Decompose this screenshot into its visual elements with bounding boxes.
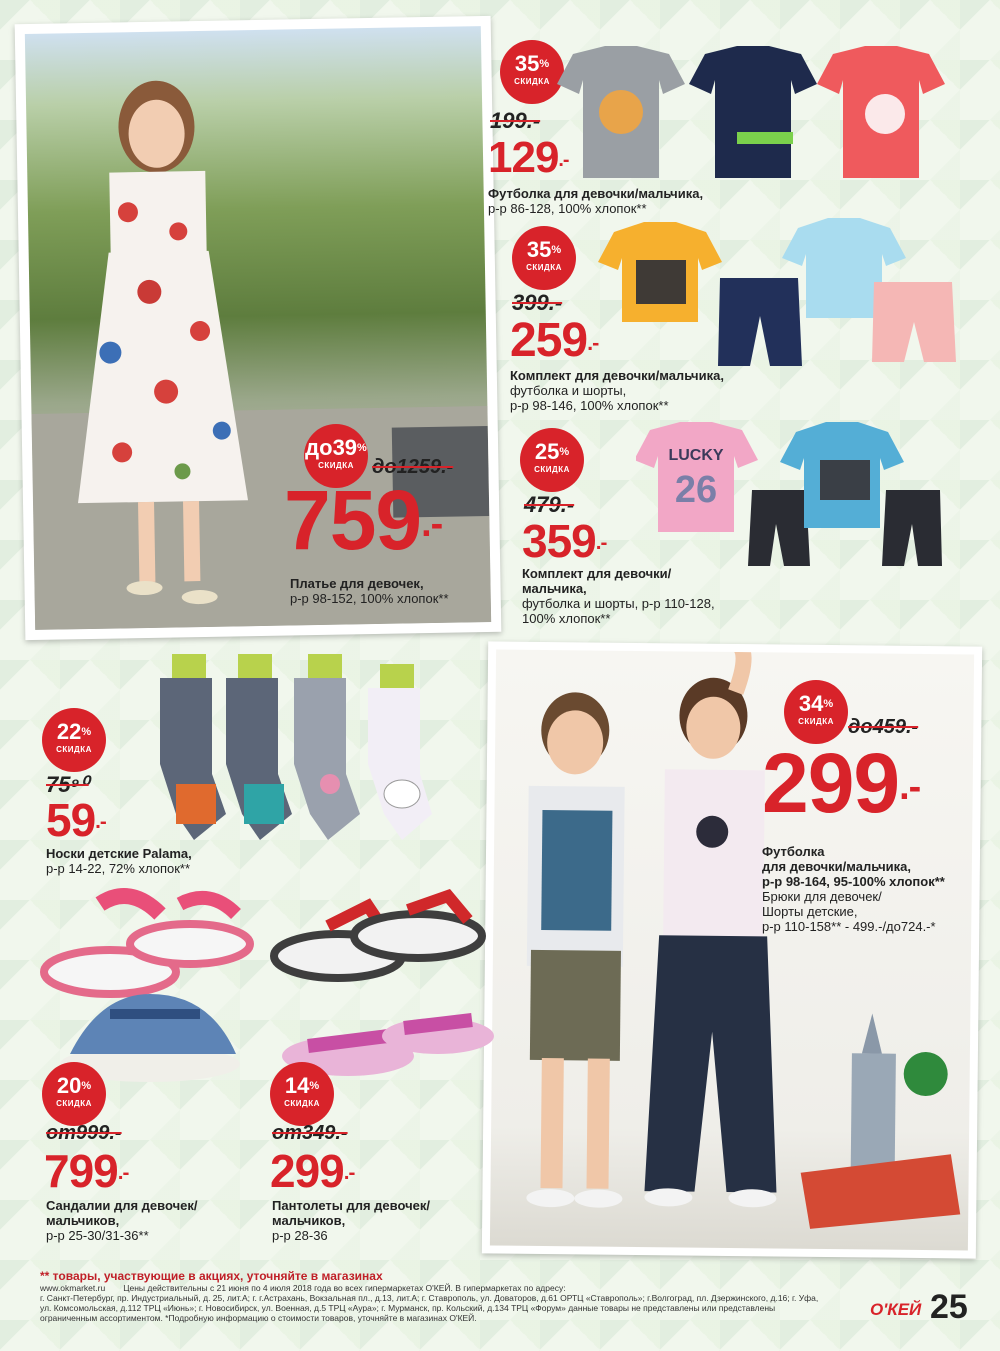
socks-description <box>46 846 192 876</box>
set1-name: Комплект для девочки/мальчика, <box>510 368 724 383</box>
tshirt-price-sup: .- <box>558 148 569 171</box>
sandals-price-value: 799 <box>44 1145 118 1197</box>
sandals-discount-badge: 20% СКИДКА <box>42 1062 106 1126</box>
svg-text:26: 26 <box>674 469 718 511</box>
sandals-badge-pct: 20 <box>56 1073 82 1098</box>
kids-discount-badge: 34% СКИДКА <box>784 680 848 744</box>
slippers-price <box>270 1146 354 1196</box>
socks-price <box>46 796 106 844</box>
set2-badge-pct: 25 <box>534 439 560 464</box>
sandals-image <box>40 884 270 1084</box>
footer <box>40 1270 910 1323</box>
kids-price-sup: .- <box>899 765 921 808</box>
socks-badge-pct: 22 <box>56 719 82 744</box>
set1-description <box>510 368 724 413</box>
sandals-description <box>46 1198 198 1243</box>
slippers-description <box>272 1198 430 1243</box>
set1-old-price: 399.- <box>512 290 563 315</box>
tshirt-price-value: 129 <box>488 133 559 182</box>
footer-site[interactable]: www.okmarket.ru <box>40 1283 106 1293</box>
socks-discount-badge: 22% СКИДКА <box>42 708 106 772</box>
tshirt-badge-label: СКИДКА <box>514 77 550 86</box>
kids-description <box>762 844 945 934</box>
footer-line2: г. Санкт-Петербург, пр. Индустриальный, д. 25, лит.А; г. г.Астрахань, Вокзальная пл., д.13, лит.А; г. Ставрополь, ул. Доваторов, д.61 ОРТЦ «Ставрополь»; г.Волгоград, пл. Дзержинского, д.16; г. Уфа, <box>40 1293 819 1303</box>
dress-discount-badge: до39% СКИДКА <box>304 424 368 488</box>
slippers-name1: Пантолеты для девочек/ <box>272 1198 430 1213</box>
sandals-details: р-р 25-30/31-36** <box>46 1228 149 1243</box>
slippers-old-price: от349.- <box>272 1122 348 1144</box>
sandals-price-sup: .- <box>117 1161 129 1185</box>
kids-price <box>762 736 921 830</box>
set2-description <box>522 566 715 626</box>
tshirt-badge-pct: 35 <box>514 51 540 76</box>
set2-image <box>636 420 976 570</box>
socks-price-value: 59 <box>46 794 96 846</box>
dress-description <box>290 576 449 606</box>
tshirts-image <box>555 42 960 182</box>
set2-discount-badge: 25% СКИДКА <box>520 428 584 492</box>
set2-price <box>522 516 606 566</box>
socks-old-price: 75⁹⁰ <box>46 772 89 797</box>
kids-badge-label: СКИДКА <box>798 717 834 726</box>
socks-badge-label: СКИДКА <box>56 745 92 754</box>
tshirt-details: р-р 86-128, 100% хлопок** <box>488 201 647 216</box>
kids-old-price: до459.- <box>848 716 919 738</box>
sandals-badge-label: СКИДКА <box>56 1099 92 1108</box>
set2-name1: Комплект для девочки/ <box>522 566 672 581</box>
dress-price-sup: .- <box>421 502 443 545</box>
kids-price-value: 299 <box>762 736 900 830</box>
footer-headline: ** товары, участвующие в акциях, уточняйте в магазинах <box>40 1269 383 1283</box>
set1-details1: футболка и шорты, <box>510 383 627 398</box>
kids-name2: для девочки/мальчика, <box>762 859 911 874</box>
set2-old-price: 479.- <box>524 492 575 517</box>
dress-details: р-р 98-152, 100% хлопок** <box>290 591 449 606</box>
kids-details2: Шорты детские, <box>762 904 858 919</box>
set2-details2: 100% хлопок** <box>522 611 611 626</box>
sandals-name2: мальчиков, <box>46 1213 120 1228</box>
tshirt-discount-badge: 35% СКИДКА <box>500 40 564 104</box>
dress-name: Платье для девочек, <box>290 576 424 591</box>
slippers-price-sup: .- <box>343 1161 355 1185</box>
set1-price-sup: .- <box>587 330 599 356</box>
set1-price-value: 259 <box>510 314 588 367</box>
set1-image <box>598 212 968 372</box>
socks-name: Носки детские Palama, <box>46 846 192 861</box>
set1-badge-pct: 35 <box>526 237 552 262</box>
dress-old-price: до1259.- <box>372 456 454 478</box>
set2-badge-label: СКИДКА <box>534 465 570 474</box>
slippers-badge-pct: 14 <box>284 1073 310 1098</box>
dress-badge-pct: до39 <box>305 435 358 460</box>
slippers-price-value: 299 <box>270 1145 344 1197</box>
set1-details2: р-р 98-146, 100% хлопок** <box>510 398 669 413</box>
sandals-old-price: от999.- <box>46 1122 122 1144</box>
dress-badge-label: СКИДКА <box>318 461 354 470</box>
kids-badge-pct: 34 <box>798 691 824 716</box>
set2-price-value: 359 <box>522 515 596 567</box>
slippers-discount-badge: 14% СКИДКА <box>270 1062 334 1126</box>
svg-text:LUCKY: LUCKY <box>668 447 724 464</box>
dress-price-value: 759 <box>284 473 422 567</box>
kids-details3: р-р 110-158** - 499.-/до724.-* <box>762 919 936 934</box>
sandals-name1: Сандалии для девочек/ <box>46 1198 198 1213</box>
footer-line4: ограниченным ассортиментом. *Подробную информацию о стоимости товаров, уточняйте в магазинах О'КЕЙ. <box>40 1313 477 1323</box>
socks-details: р-р 14-22, 72% хлопок** <box>46 861 191 876</box>
okey-logo: О'КЕЙ <box>870 1300 922 1319</box>
set1-discount-badge: 35% СКИДКА <box>512 226 576 290</box>
slippers-badge-label: СКИДКА <box>284 1099 320 1108</box>
socks-image <box>150 654 470 844</box>
set1-badge-label: СКИДКА <box>526 263 562 272</box>
dress-price <box>284 473 443 567</box>
set2-price-sup: .- <box>595 531 607 555</box>
page-number: 25 <box>930 1288 968 1326</box>
sandals-price <box>44 1146 128 1196</box>
set2-details1: футболка и шорты, р-р 110-128, <box>522 596 715 611</box>
tshirt-name: Футболка для девочки/мальчика, <box>488 186 704 201</box>
kids-name3: р-р 98-164, 95-100% хлопок** <box>762 874 945 889</box>
set2-name2: мальчика, <box>522 581 587 596</box>
kids-name1: Футболка <box>762 844 825 859</box>
set1-price <box>510 316 598 366</box>
kids-details1: Брюки для девочек/ <box>762 889 882 904</box>
footer-line1: Цены действительны с 21 июня по 4 июля 2018 года во всех гипермаркетах О'КЕЙ. В гипермаркетах по адресу: <box>123 1283 566 1293</box>
tshirt-old-price: 199.- <box>490 108 541 133</box>
slippers-details: р-р 28-36 <box>272 1228 328 1243</box>
slippers-name2: мальчиков, <box>272 1213 346 1228</box>
tshirt-price <box>488 134 569 182</box>
footer-line3: ул. Комсомольская, д.112 ТРЦ «Июнь»; г. Новосибирск, ул. Военная, д.5 ТРЦ «Аура»; г. Мурманск, пр. Кольский, д.134 ТРЦ «Форум» данные товары не представлены или представлены <box>40 1303 776 1313</box>
socks-price-sup: .- <box>95 810 106 834</box>
